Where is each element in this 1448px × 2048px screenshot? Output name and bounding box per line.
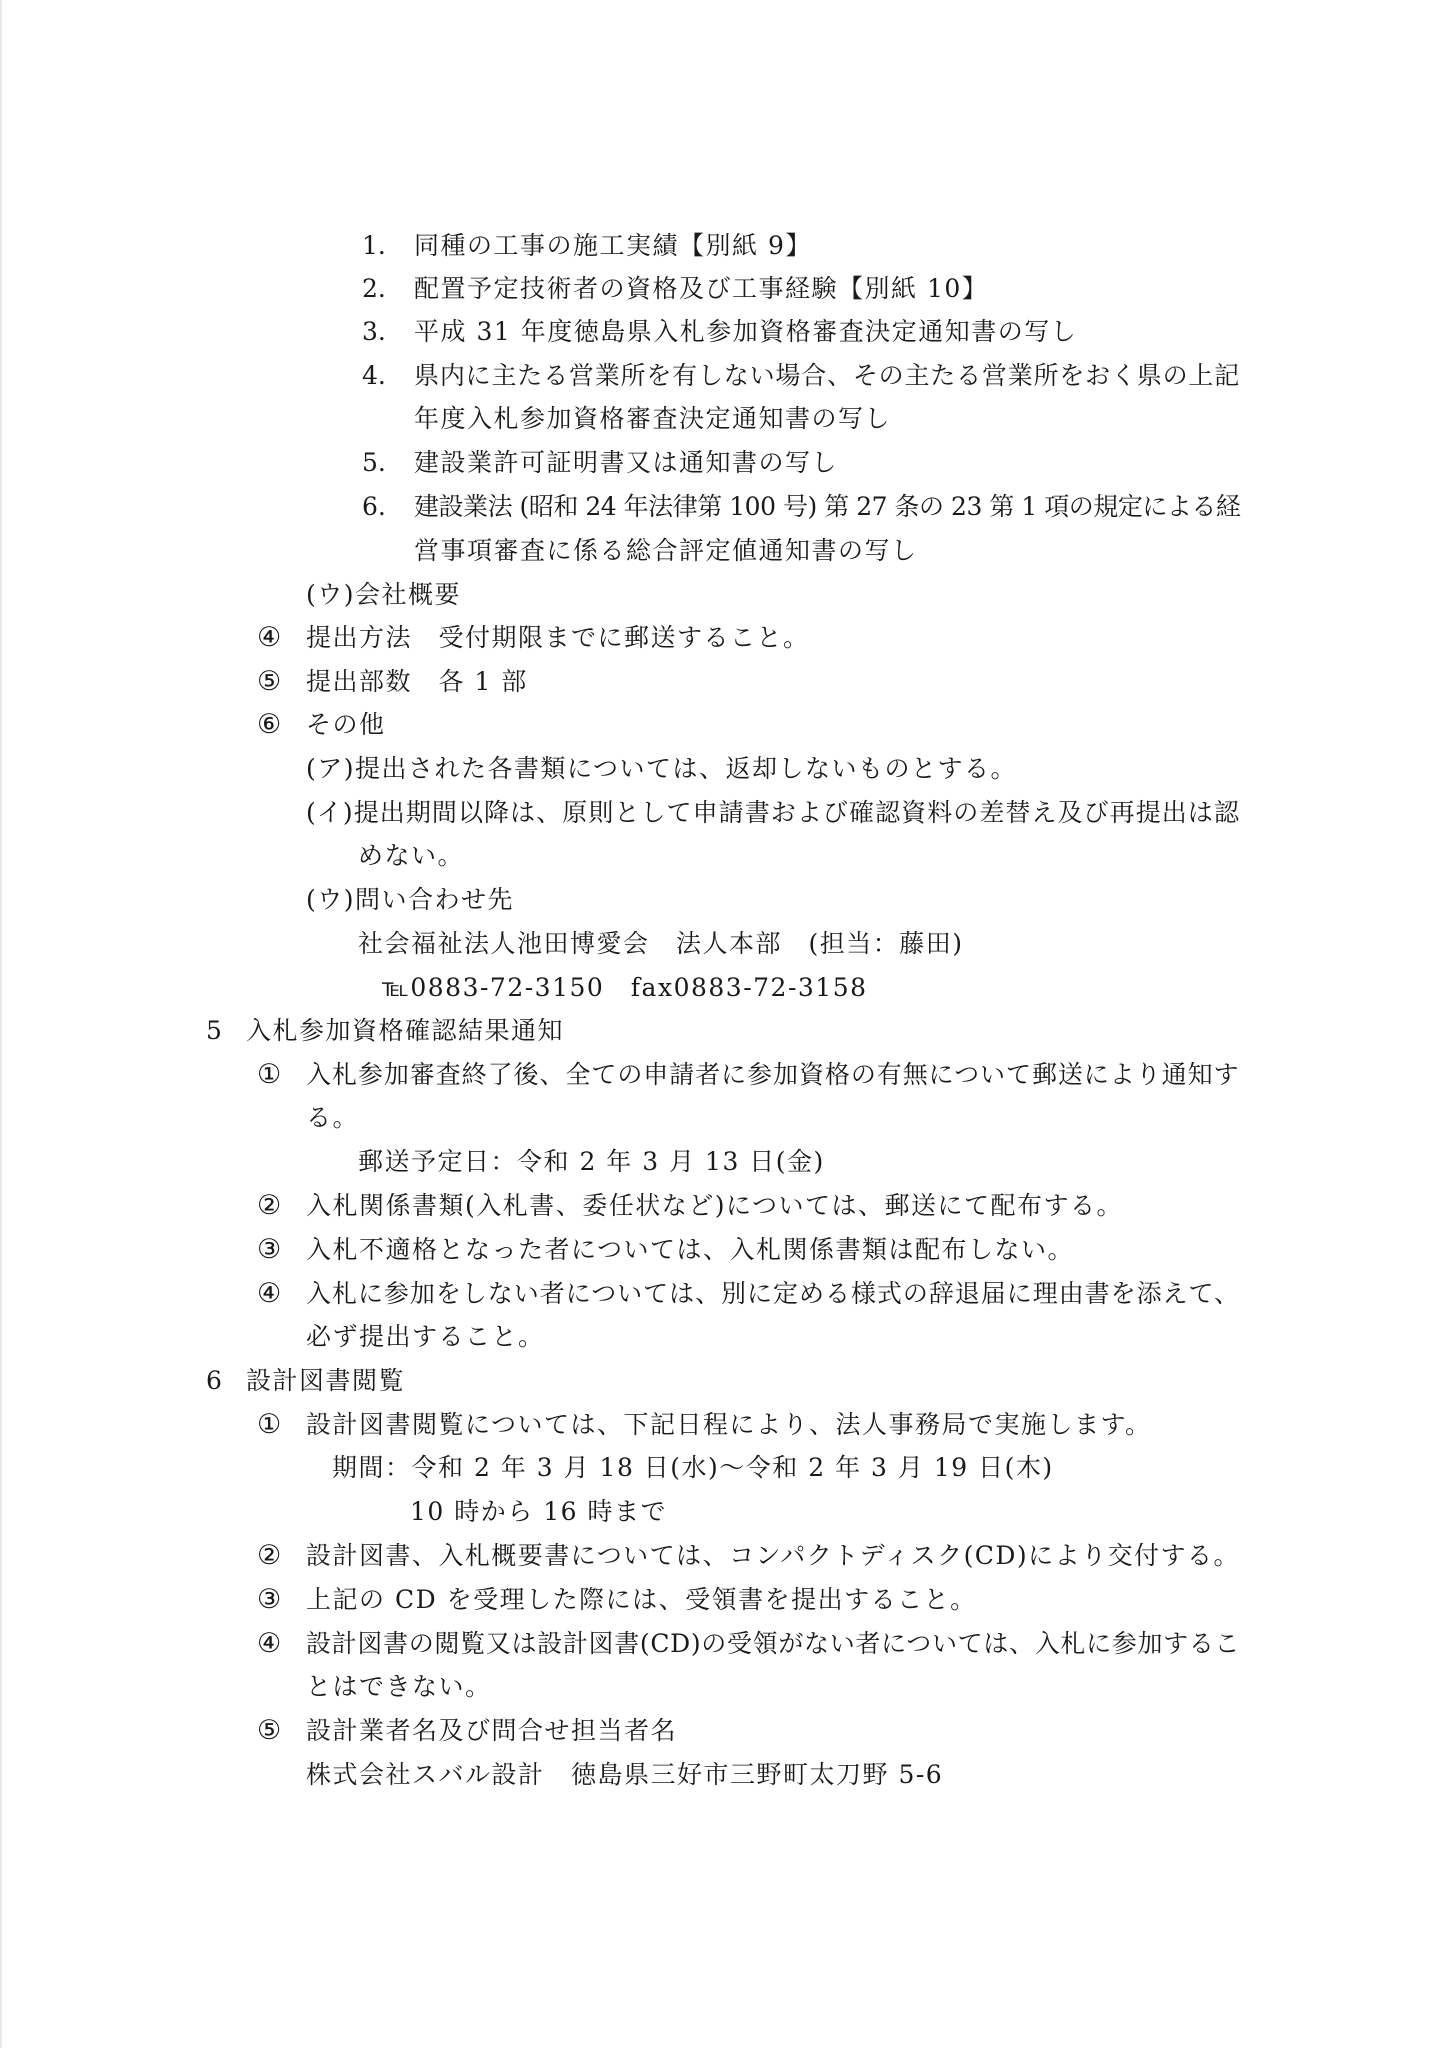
s6-circled-1-marker: ①	[257, 1409, 282, 1440]
s5-circled-1-marker: ①	[257, 1059, 282, 1090]
doc-item-4-continuation: 年度入札参加資格審査決定通知書の写し	[414, 404, 892, 433]
s5-item-2-text: 入札関係書類(入札書、委任状など)については、郵送にて配布する。	[306, 1191, 1124, 1220]
doc-item-3-number: 3.	[362, 317, 386, 346]
contact-phone-fax: ℡0883-72-3150 fax0883-72-3158	[382, 973, 868, 1002]
other-heading: その他	[306, 710, 386, 739]
s5-circled-2-marker: ②	[257, 1190, 282, 1221]
s5-item-4-continuation: 必ず提出すること。	[306, 1322, 545, 1351]
submission-method: 提出方法 受付期限までに郵送すること。	[306, 623, 810, 652]
section-5-number: 5	[206, 1016, 222, 1045]
doc-item-4-text: 県内に主たる営業所を有しない場合、その主たる営業所をおく県の上記	[414, 361, 1241, 390]
doc-item-1-text: 同種の工事の施工実績【別紙 9】	[414, 231, 812, 260]
doc-item-4-number: 4.	[362, 361, 386, 390]
s5-circled-3-marker: ③	[257, 1234, 282, 1265]
doc-item-5-text: 建設業許可証明書又は通知書の写し	[414, 448, 839, 477]
section-5-heading: 入札参加資格確認結果通知	[246, 1016, 565, 1045]
doc-item-6-number: 6.	[362, 492, 386, 521]
section-6-number: 6	[206, 1366, 222, 1395]
s5-item-3-text: 入札不適格となった者については、入札関係書類は配布しない。	[306, 1235, 1075, 1264]
s6-item-1-text: 設計図書閲覧については、下記日程により、法人事務局で実施します。	[306, 1410, 1152, 1439]
contact-organization: 社会福祉法人池田博愛会 法人本部 (担当：藤田)	[358, 929, 964, 958]
submission-copies: 提出部数 各 1 部	[306, 667, 528, 696]
company-overview-item: (ウ)会社概要	[306, 580, 462, 609]
s6-item-2-text: 設計図書、入札概要書については、コンパクトディスク(CD)により交付する。	[306, 1541, 1240, 1570]
s6-viewing-period: 期間：令和 2 年 3 月 18 日(水)～令和 2 年 3 月 19 日(木)	[332, 1453, 1054, 1482]
doc-item-2-text: 配置予定技術者の資格及び工事経験【別紙 10】	[414, 274, 989, 303]
s6-designer-company: 株式会社スバル設計 徳島県三好市三野町太刀野 5-6	[306, 1760, 944, 1789]
s6-circled-2-marker: ②	[257, 1540, 282, 1571]
s5-mailing-date: 郵送予定日：令和 2 年 3 月 13 日(金)	[358, 1147, 825, 1176]
circled-5-marker: ⑤	[257, 666, 282, 697]
other-item-i: (イ)提出期間以降は、原則として申請書および確認資料の差替え及び再提出は認	[306, 798, 1241, 827]
s6-circled-3-marker: ③	[257, 1584, 282, 1615]
s6-viewing-hours: 10 時から 16 時まで	[410, 1497, 667, 1526]
s5-item-1-continuation: る。	[306, 1103, 360, 1132]
other-item-a: (ア)提出された各書類については、返却しないものとする。	[306, 754, 1018, 783]
doc-item-1-number: 1.	[362, 231, 386, 260]
s6-circled-5-marker: ⑤	[257, 1715, 282, 1746]
circled-6-marker: ⑥	[257, 709, 282, 740]
s6-item-5-text: 設計業者名及び問合せ担当者名	[306, 1716, 678, 1745]
s6-circled-4-marker: ④	[257, 1628, 282, 1659]
s6-item-4-text: 設計図書の閲覧又は設計図書(CD)の受領がない者については、入札に参加するこ	[306, 1629, 1241, 1658]
s5-item-4-text: 入札に参加をしない者については、別に定める様式の辞退届に理由書を添えて、	[306, 1279, 1241, 1308]
s6-item-3-text: 上記の CD を受理した際には、受領書を提出すること。	[306, 1585, 977, 1614]
doc-item-6-text: 建設業法 (昭和 24 年法律第 100 号) 第 27 条の 23 第 1 項の規定による経	[414, 492, 1241, 521]
circled-4-marker: ④	[257, 622, 282, 653]
s5-circled-4-marker: ④	[257, 1278, 282, 1309]
section-6-heading: 設計図書閲覧	[246, 1366, 406, 1395]
other-item-i-continuation: めない。	[358, 841, 465, 870]
doc-item-6-continuation: 営事項審査に係る総合評定値通知書の写し	[414, 536, 918, 565]
other-item-u: (ウ)問い合わせ先	[306, 885, 515, 914]
s6-item-4-continuation: とはできない。	[306, 1672, 492, 1701]
doc-item-5-number: 5.	[362, 448, 386, 477]
scan-edge	[0, 0, 2, 2048]
doc-item-2-number: 2.	[362, 274, 386, 303]
doc-item-3-text: 平成 31 年度徳島県入札参加資格審査決定通知書の写し	[414, 317, 1078, 346]
s5-item-1-text: 入札参加審査終了後、全ての申請者に参加資格の有無について郵送により通知す	[306, 1060, 1240, 1089]
